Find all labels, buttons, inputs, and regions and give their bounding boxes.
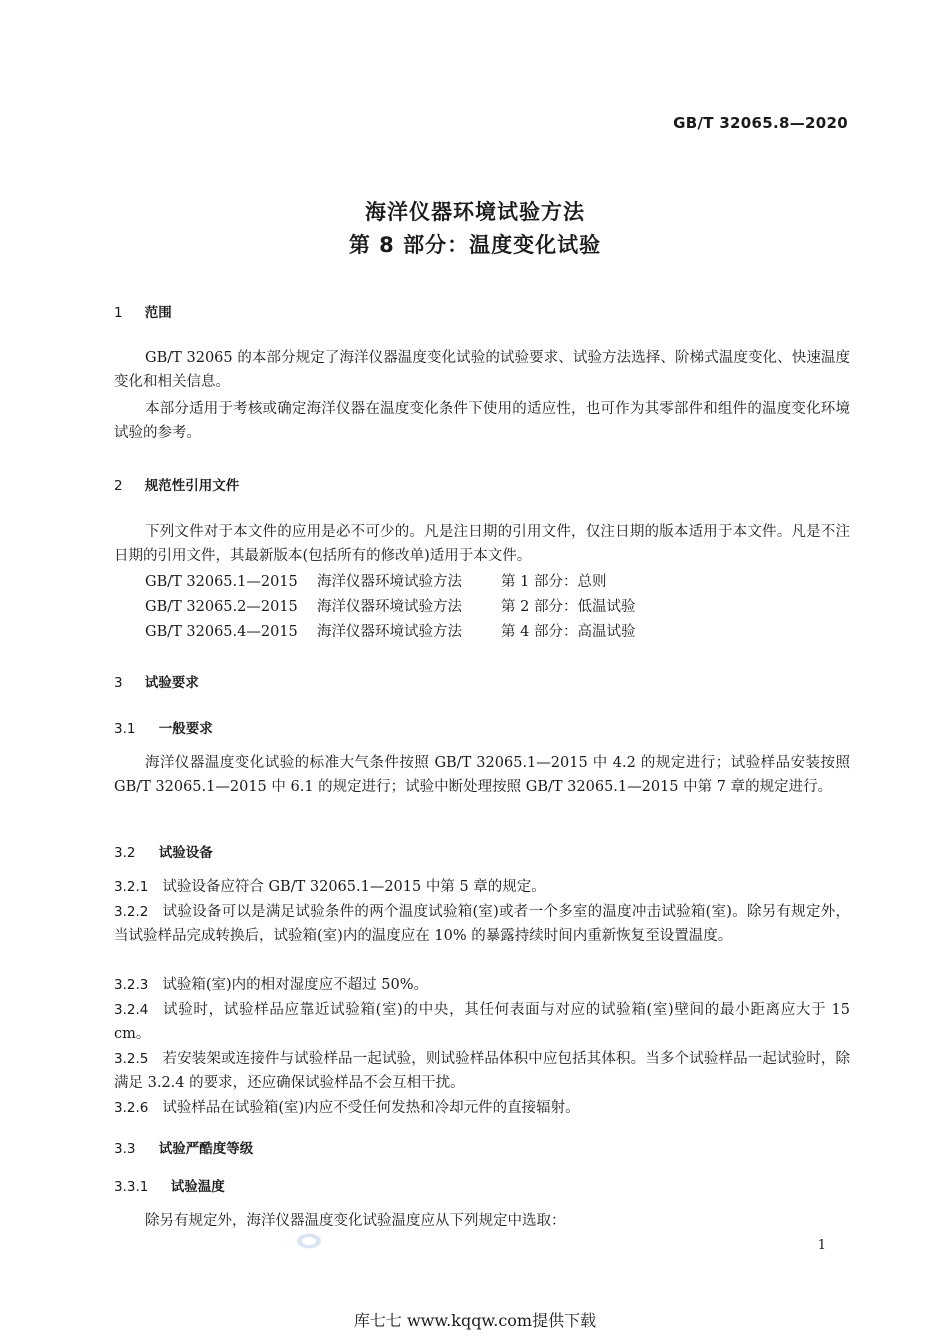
paragraph: 海洋仪器温度变化试验的标准大气条件按照 GB/T 32065.1—2015 中 4.2 的规定进行；试验样品安装按照 GB/T 32065.1—2015 中 6.1 的规定进行；试验中断处理按照 GB/T 32065.1—2015 中第 7 章的规定进行。: [114, 755, 850, 795]
standard-code: GB/T 32065.8—2020: [673, 114, 848, 132]
section-1-heading: [114, 301, 172, 321]
paragraph: 本部分适用于考核或确定海洋仪器在温度变化条件下使用的适应性，也可作为其零部件和组件的温度变化环境试验的参考。: [114, 401, 850, 441]
section-number: 3.3.1: [114, 1179, 149, 1195]
section-title: 范围: [144, 305, 172, 321]
section-3-heading: [114, 671, 199, 691]
clause-number: 3.2.4: [114, 1002, 149, 1018]
clause-number: 3.2.1: [114, 879, 149, 895]
reference-code: GB/T 32065.1—2015: [145, 574, 298, 590]
clause: [114, 998, 850, 1046]
clause-text: 试验设备可以是满足试验条件的两个温度试验箱(室)或者一个多室的温度冲击试验箱(室)。除另有规定外，当试验样品完成转换后，试验箱(室)内的温度应在 10% 的暴露持续时间内重新恢复至设置温度。: [114, 904, 850, 944]
watermark-logo-icon: [296, 1232, 322, 1250]
section-title: 试验温度: [170, 1179, 225, 1195]
document-title: 海洋仪器环境试验方法: [365, 200, 585, 224]
section-number: 1: [114, 305, 123, 321]
section-2-heading: [114, 474, 239, 494]
section-title: 试验要求: [144, 675, 199, 691]
clause: [114, 1047, 850, 1095]
section-number: 3.2: [114, 845, 136, 861]
reference-code: GB/T 32065.4—2015: [145, 624, 298, 640]
reference-name: 海洋仪器环境试验方法: [317, 574, 462, 590]
footer-download-text: 库七七 www.kqqw.com提供下载: [353, 1311, 597, 1330]
clause: [114, 1096, 850, 1120]
clause-number: 3.2.3: [114, 977, 149, 993]
clause-text: 试验箱(室)内的相对湿度应不超过 50%。: [162, 977, 429, 993]
reference-part: 第 1 部分：总则: [501, 574, 607, 590]
section-3-3-1-heading: [114, 1175, 225, 1195]
clause-number: 3.2.6: [114, 1100, 149, 1116]
reference-code: GB/T 32065.2—2015: [145, 599, 298, 615]
clause: [114, 900, 850, 948]
section-number: 3: [114, 675, 123, 691]
section-number: 3.3: [114, 1141, 136, 1157]
section-title: 试验设备: [158, 845, 213, 861]
reference-part: 第 2 部分：低温试验: [501, 599, 636, 615]
paragraph: 下列文件对于本文件的应用是必不可少的。凡是注日期的引用文件，仅注日期的版本适用于本文件。凡是不注日期的引用文件，其最新版本(包括所有的修改单)适用于本文件。: [114, 524, 850, 564]
section-title: 一般要求: [158, 721, 213, 737]
paragraph: GB/T 32065 的本部分规定了海洋仪器温度变化试验的试验要求、试验方法选择、阶梯式温度变化、快速温度变化和相关信息。: [114, 350, 850, 390]
paragraph: 除另有规定外，海洋仪器温度变化试验温度应从下列规定中选取：: [145, 1213, 566, 1229]
reference-item: [145, 620, 635, 644]
section-3-1-heading: [114, 717, 213, 737]
section-number: 3.1: [114, 721, 136, 737]
clause: [114, 973, 850, 997]
reference-item: [145, 570, 606, 594]
reference-name: 海洋仪器环境试验方法: [317, 624, 462, 640]
reference-part: 第 4 部分：高温试验: [501, 624, 636, 640]
clause-text: 试验设备应符合 GB/T 32065.1—2015 中第 5 章的规定。: [162, 879, 546, 895]
clause-text: 若安装架或连接件与试验样品一起试验，则试验样品体积中应包括其体积。当多个试验样品一起试验时，除满足 3.2.4 的要求，还应确保试验样品不会互相干扰。: [114, 1051, 850, 1091]
clause-text: 试验时，试验样品应靠近试验箱(室)的中央，其任何表面与对应的试验箱(室)壁间的最小距离应大于 15 cm。: [114, 1002, 850, 1042]
reference-name: 海洋仪器环境试验方法: [317, 599, 462, 615]
section-number: 2: [114, 478, 123, 494]
section-title: 试验严酷度等级: [158, 1141, 254, 1157]
reference-item: [145, 595, 635, 619]
clause-number: 3.2.2: [114, 904, 149, 920]
clause: [114, 875, 850, 899]
section-3-3-heading: [114, 1137, 253, 1157]
page-number: 1: [817, 1238, 826, 1253]
section-3-2-heading: [114, 841, 213, 861]
clause-number: 3.2.5: [114, 1051, 149, 1067]
clause-text: 试验样品在试验箱(室)内应不受任何发热和冷却元件的直接辐射。: [162, 1100, 580, 1116]
document-subtitle: 第 8 部分：温度变化试验: [348, 233, 602, 257]
section-title: 规范性引用文件: [144, 478, 240, 494]
